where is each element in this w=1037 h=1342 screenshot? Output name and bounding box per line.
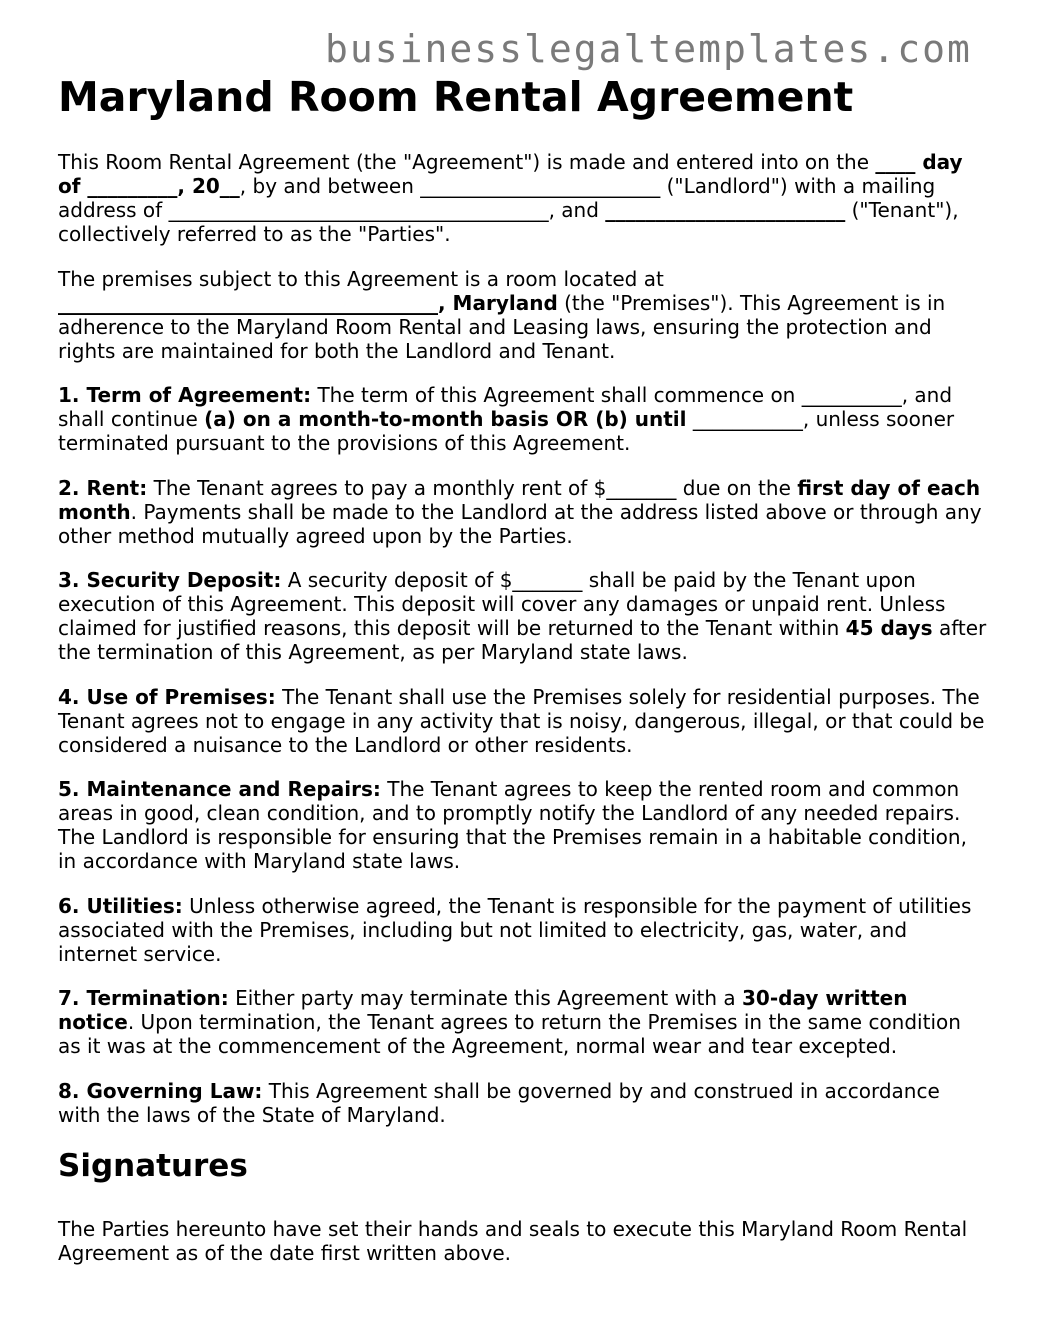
watermark: businesslegaltemplates.com <box>325 27 972 71</box>
section-heading: 5. Maintenance and Repairs: <box>58 777 381 801</box>
section-heading: 8. Governing Law: <box>58 1078 263 1103</box>
section-heading: 3. Security Deposit: <box>58 568 282 592</box>
premises-paragraph: The premises subject to this Agreement is a room located at ______________________________________, Maryland (the "Premises"). This Agreement is in adherence to the Maryland Room Rental and Leasing laws, ensuring the protection and rights are maintained for both the Landlord and Tenant. <box>58 266 946 363</box>
section-heading: 4. Use of Premises: <box>58 684 276 709</box>
section-rent: 2. Rent: The Tenant agrees to pay a monthly rent of $_______ due on the first day of each month. Payments shall be made to the Landlord at the address listed above or through any other method mutually agreed upon by the Parties. <box>58 475 982 548</box>
section-termination: 7. Termination: Either party may terminate this Agreement with a 30-day written notice. Upon termination, the Tenant agrees to return the Premises in the same condition as it was at the commencement of the Agreement, normal wear and tear excepted. <box>58 986 961 1058</box>
document-body <box>58 150 988 1285</box>
page-title: Maryland Room Rental Agreement <box>58 73 854 121</box>
intro-paragraph: This Room Rental Agreement (the "Agreement") is made and entered into on the ____ day of _________, 20__, by and between ________________________ ("Landlord") with a mailing address of ______________________________________, and ________________________ ("Tenant"), collectively referred to as the "Parties". <box>58 150 963 246</box>
section-maintenance: 5. Maintenance and Repairs: The Tenant agrees to keep the rented room and common areas in good, clean condition, and to promptly notify the Landlord of any needed repairs. The Landlord is responsible for ensuring that the Premises remain in a habitable condition, in accordance with Maryland state laws. <box>58 777 967 873</box>
section-heading: 7. Termination: <box>58 986 229 1010</box>
section-heading: 6. Utilities: <box>58 893 183 918</box>
signatures-heading: Signatures <box>58 1147 248 1184</box>
section-utilities: 6. Utilities: Unless otherwise agreed, the Tenant is responsible for the payment of utilities associated with the Premises, including but not limited to electricity, gas, water, and internet service. <box>58 893 972 966</box>
section-governing-law: 8. Governing Law: This Agreement shall be governed by and construed in accordance with the laws of the State of Maryland. <box>58 1078 940 1127</box>
signatures-paragraph: The Parties hereunto have set their hands and seals to execute this Maryland Room Rental Agreement as of the date first written above. <box>58 1216 968 1265</box>
section-use-of-premises: 4. Use of Premises: The Tenant shall use the Premises solely for residential purposes. The Tenant agrees not to engage in any activity that is noisy, dangerous, illegal, or that could be considered a nuisance to the Landlord or other residents. <box>58 684 985 757</box>
section-heading: 1. Term of Agreement: <box>58 383 312 407</box>
section-heading: 2. Rent: <box>58 475 148 500</box>
section-term: 1. Term of Agreement: The term of this Agreement shall commence on __________, and shall continue (a) on a month-to-month basis OR (b) until ___________, unless sooner terminated pursuant to the provisions of this Agreement. <box>58 383 955 455</box>
section-security-deposit: 3. Security Deposit: A security deposit of $_______ shall be paid by the Tenant upon execution of this Agreement. This deposit will cover any damages or unpaid rent. Unless claimed for justified reasons, this deposit will be returned to the Tenant within 45 days after the termination of this Agreement, as per Maryland state laws. <box>58 568 987 664</box>
